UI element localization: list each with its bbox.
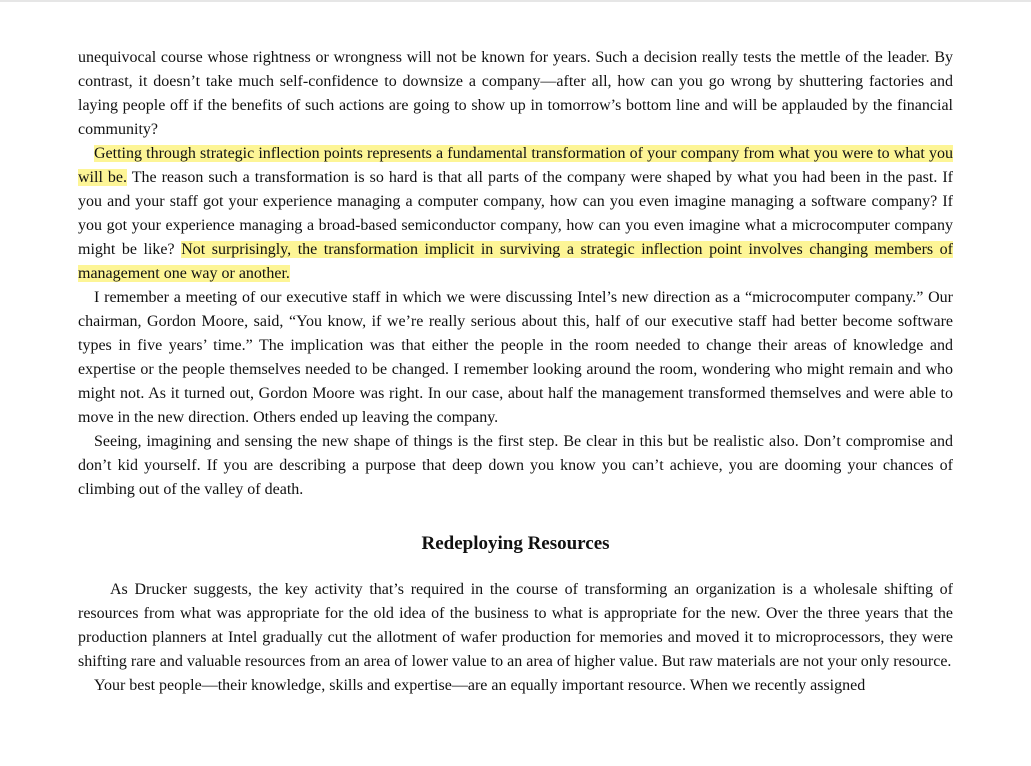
paragraph-5: As Drucker suggests, the key activity that’s required in the course of transforming an organization is a wholesale shifting of resources from what was appropriate for the old idea of the business to what is appropriate for the new. Over the three years that the production planners at Intel gradually cut the allotment of wafer production for memories and moved it to microprocessors, they were shifting rare and valuable resources from an area of lower value to an area of higher value. But raw materials are not your only resource. [78,581,953,670]
highlight-2[interactable]: Not surprisingly, the transformation implicit in surviving a strategic inflection point involves changing members of management one way or another. [78,241,954,282]
section-heading: Redeploying Resources [421,533,610,554]
paragraph-3: I remember a meeting of our executive staff in which we were discussing Intel’s new direction as a “microcomputer company.” Our chairman, Gordon Moore, said, “You know, if we’re really serious about this, half of our executive staff had better become software types in five years’ time.” The implication was that either the people in the room needed to change their areas of knowledge and expertise or the people themselves needed to be changed. I remember looking around the room, wondering who might remain and who might not. As it turned out, Gordon Moore was right. In our case, about half the management transformed themselves and were able to move in the new direction. Others ended up leaving the company. [78,289,953,426]
page-content [78,46,953,698]
paragraph-4: Seeing, imagining and sensing the new shape of things is the first step. Be clear in this but be realistic also. Don’t compromise and don’t kid yourself. If you are describing a purpose that deep down you know you can’t achieve, you are dooming your chances of climbing out of the valley of death. [78,433,953,498]
paragraph-2-body: The reason such a transformation is so hard is that all parts of the company were shaped by what you had been in the past. If you and your staff got your experience managing a computer company, how can you even imagine managing a software company? If you got your experience managing a broad-based semiconductor company, how can you even imagine what a microcomputer company might be like? [78,169,953,258]
highlight-1[interactable]: Getting through strategic inflection points represents a fundamental transformation of your company from what you were to what you will be. [78,145,953,186]
paragraph-1: unequivocal course whose rightness or wrongness will not be known for years. Such a decision really tests the mettle of the leader. By contrast, it doesn’t take much self-confidence to downsize a company—after all, how can you go wrong by shuttering factories and laying people off if the benefits of such actions are going to show up in tomorrow’s bottom line and will be applauded by the financial community? [78,49,953,138]
paragraph-6: Your best people—their knowledge, skills and expertise—are an equally important resource. When we recently assigned [94,677,866,694]
paragraph-2 [78,142,953,286]
